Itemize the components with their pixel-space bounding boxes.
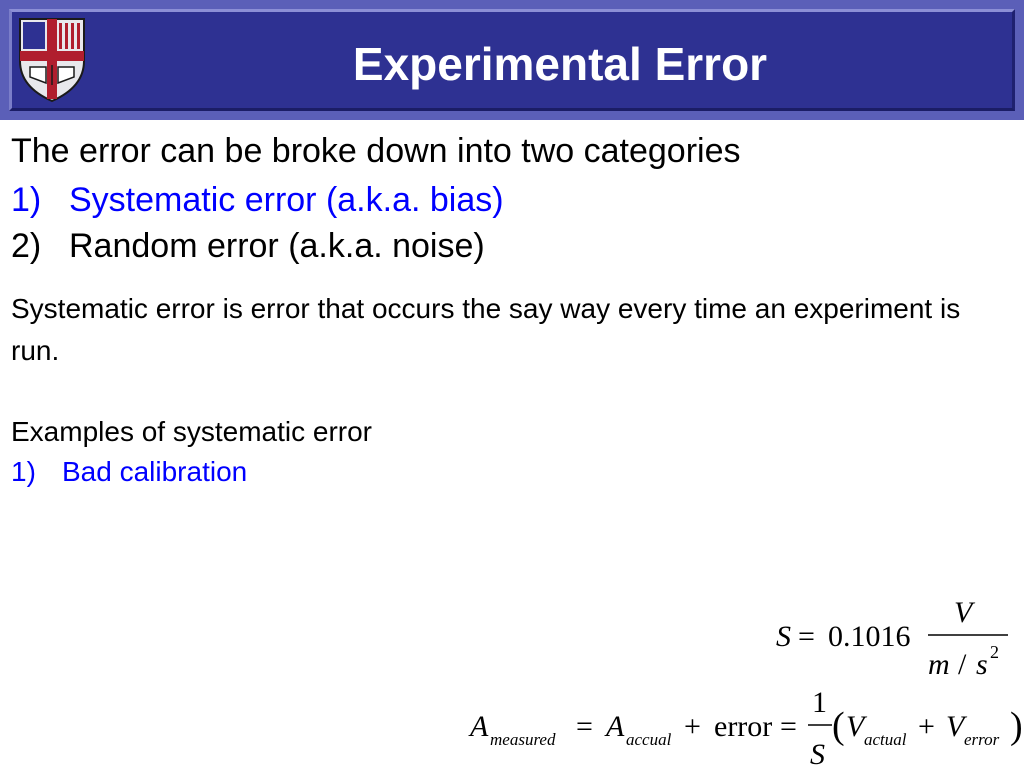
eq2-equals-2: = [780,710,797,743]
eq1-numerator: V [954,596,973,629]
list-item-bad-calibration [11,452,247,492]
university-crest-logo [16,15,88,103]
eq2-V-error: V [946,710,965,743]
list-number: 2) [11,227,42,265]
eq1-equals: = [798,620,815,653]
eq1-lhs: S [776,620,791,653]
sensitivity-equation [776,596,1008,681]
systematic-error-definition: Systematic error is error that occurs the say way every time an experiment is run. [11,293,961,366]
intro-text: The error can be broke down into two categories [11,132,741,170]
eq2-A-measured: A [470,710,489,743]
eq2-sub-error: error [964,730,1000,749]
eq2-sub-measured: measured [490,730,556,749]
eq1-denominator-m: m [928,648,950,681]
eq2-equals-1: = [576,710,593,743]
eq2-V-actual: V [846,710,865,743]
list-item-label: Bad calibration [62,456,248,487]
list-item-label: Random error (a.k.a. noise) [69,227,485,265]
eq2-error-word: error [714,710,773,743]
list-item-label: Systematic error (a.k.a. bias) [69,181,504,219]
list-number: 1) [11,181,42,219]
eq1-denominator-slash: / [958,648,967,681]
measured-value-equation [468,686,1023,768]
eq2-open-paren: ( [832,705,845,747]
title-bar [0,0,1024,120]
eq1-denominator-s: s [976,648,988,681]
eq2-plus-2: + [918,710,935,743]
eq1-value: 0.1016 [828,620,911,653]
eq2-fraction-denominator: S [810,738,825,768]
examples-heading: Examples of systematic error [11,416,372,447]
eq2-plus-1: + [684,710,701,743]
error-categories-list [11,177,504,269]
list-item-random [11,223,504,269]
eq2-sub-accual: accual [626,730,672,749]
slide-title: Experimental Error [352,38,768,90]
eq2-close-paren: ) [1010,705,1023,747]
eq2-sub-actual: actual [864,730,907,749]
list-number: 1) [11,456,36,487]
list-item-systematic [11,177,504,223]
equations-block [460,592,1024,768]
eq2-A-accual: A [606,710,625,743]
examples-list [11,452,247,492]
eq2-fraction-numerator: 1 [812,686,827,719]
eq1-exponent: 2 [990,642,999,662]
